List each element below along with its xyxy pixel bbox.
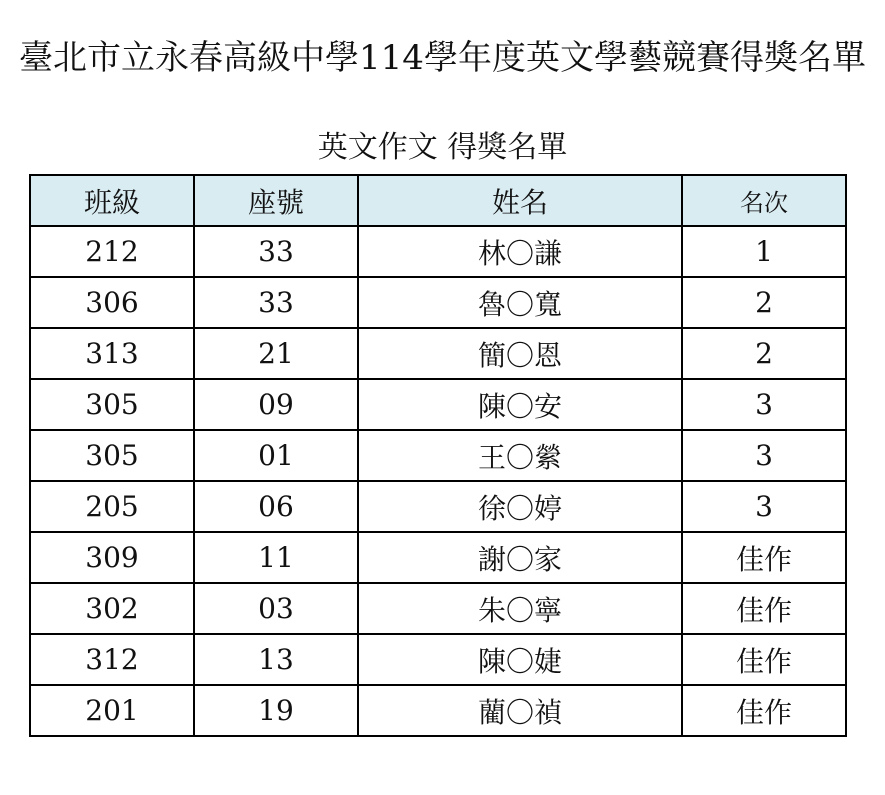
cell-rank: 3: [682, 379, 846, 430]
cell-name: 朱〇寧: [358, 583, 682, 634]
cell-class: 305: [30, 379, 194, 430]
cell-rank: 佳作: [682, 634, 846, 685]
table-row: [30, 277, 846, 328]
cell-rank: 佳作: [682, 532, 846, 583]
cell-name: 藺〇禎: [358, 685, 682, 736]
cell-name: 林〇謙: [358, 226, 682, 277]
table-row: [30, 430, 846, 481]
cell-seat: 21: [194, 328, 358, 379]
cell-seat: 11: [194, 532, 358, 583]
table-row: [30, 226, 846, 277]
cell-seat: 13: [194, 634, 358, 685]
cell-name: 王〇縈: [358, 430, 682, 481]
cell-seat: 06: [194, 481, 358, 532]
cell-name: 謝〇家: [358, 532, 682, 583]
cell-class: 306: [30, 277, 194, 328]
cell-name: 魯〇寬: [358, 277, 682, 328]
cell-rank: 佳作: [682, 685, 846, 736]
document-title: 臺北市立永春高級中學114學年度英文學藝競賽得獎名單: [19, 38, 866, 78]
cell-class: 305: [30, 430, 194, 481]
cell-class: 212: [30, 226, 194, 277]
table-row: [30, 328, 846, 379]
column-header-name: 姓名: [358, 175, 682, 226]
cell-class: 312: [30, 634, 194, 685]
table-header-row: [30, 175, 846, 226]
cell-class: 309: [30, 532, 194, 583]
cell-class: 201: [30, 685, 194, 736]
cell-rank: 2: [682, 328, 846, 379]
cell-seat: 01: [194, 430, 358, 481]
cell-rank: 2: [682, 277, 846, 328]
cell-seat: 19: [194, 685, 358, 736]
cell-name: 陳〇安: [358, 379, 682, 430]
table-row: [30, 583, 846, 634]
column-header-rank: 名次: [682, 175, 846, 226]
cell-seat: 09: [194, 379, 358, 430]
table-row: [30, 481, 846, 532]
cell-seat: 33: [194, 226, 358, 277]
cell-class: 205: [30, 481, 194, 532]
column-header-seat: 座號: [194, 175, 358, 226]
table-row: [30, 685, 846, 736]
cell-rank: 1: [682, 226, 846, 277]
cell-name: 簡〇恩: [358, 328, 682, 379]
table-row: [30, 532, 846, 583]
cell-class: 302: [30, 583, 194, 634]
cell-seat: 03: [194, 583, 358, 634]
cell-seat: 33: [194, 277, 358, 328]
column-header-class: 班級: [30, 175, 194, 226]
cell-rank: 3: [682, 430, 846, 481]
cell-rank: 佳作: [682, 583, 846, 634]
table-row: [30, 379, 846, 430]
cell-rank: 3: [682, 481, 846, 532]
cell-name: 陳〇婕: [358, 634, 682, 685]
section-title: 英文作文 得獎名單: [317, 130, 568, 165]
table-row: [30, 634, 846, 685]
award-table: [29, 174, 847, 737]
cell-name: 徐〇婷: [358, 481, 682, 532]
cell-class: 313: [30, 328, 194, 379]
